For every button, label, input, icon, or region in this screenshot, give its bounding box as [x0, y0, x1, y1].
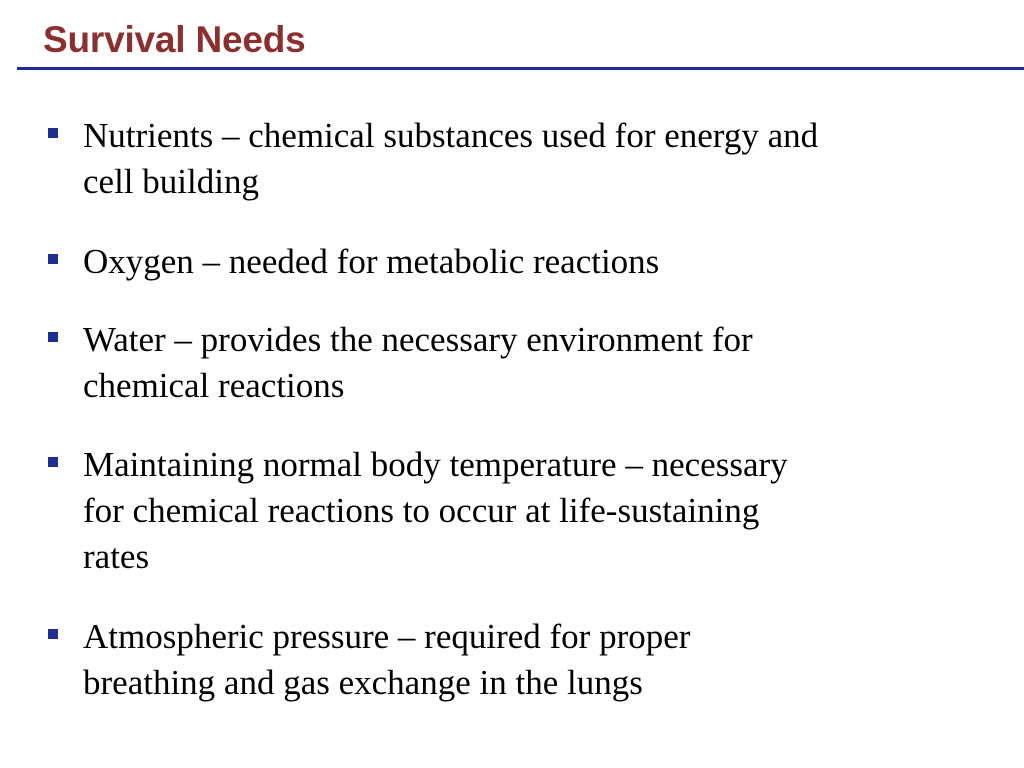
- square-bullet-icon: [48, 128, 58, 138]
- bullet-line: Atmospheric pressure – required for proper: [83, 617, 691, 656]
- square-bullet-icon: [48, 254, 58, 264]
- bullet-line: Water – provides the necessary environment for: [83, 320, 753, 359]
- bullet-line: Oxygen – needed for metabolic reactions: [83, 242, 660, 281]
- bullet-text: [83, 442, 1003, 580]
- title-underline: [17, 67, 1024, 70]
- bullet-line: chemical reactions: [83, 366, 345, 405]
- bullet-line: Maintaining normal body temperature – necessary: [83, 445, 788, 484]
- bullet-line: for chemical reactions to occur at life-sustaining: [83, 491, 760, 530]
- bullet-line: Nutrients – chemical substances used for energy and: [83, 116, 819, 155]
- bullet-text: [83, 239, 1003, 285]
- square-bullet-icon: [48, 457, 58, 467]
- square-bullet-icon: [48, 629, 58, 639]
- bullet-text: [83, 113, 1003, 205]
- bullet-line: rates: [83, 537, 150, 576]
- bullet-text: [83, 614, 1003, 706]
- square-bullet-icon: [48, 332, 58, 342]
- bullet-line: cell building: [83, 162, 259, 201]
- slide-title: Survival Needs: [43, 19, 306, 60]
- bullet-line: breathing and gas exchange in the lungs: [83, 663, 643, 702]
- bullet-text: [83, 317, 1003, 409]
